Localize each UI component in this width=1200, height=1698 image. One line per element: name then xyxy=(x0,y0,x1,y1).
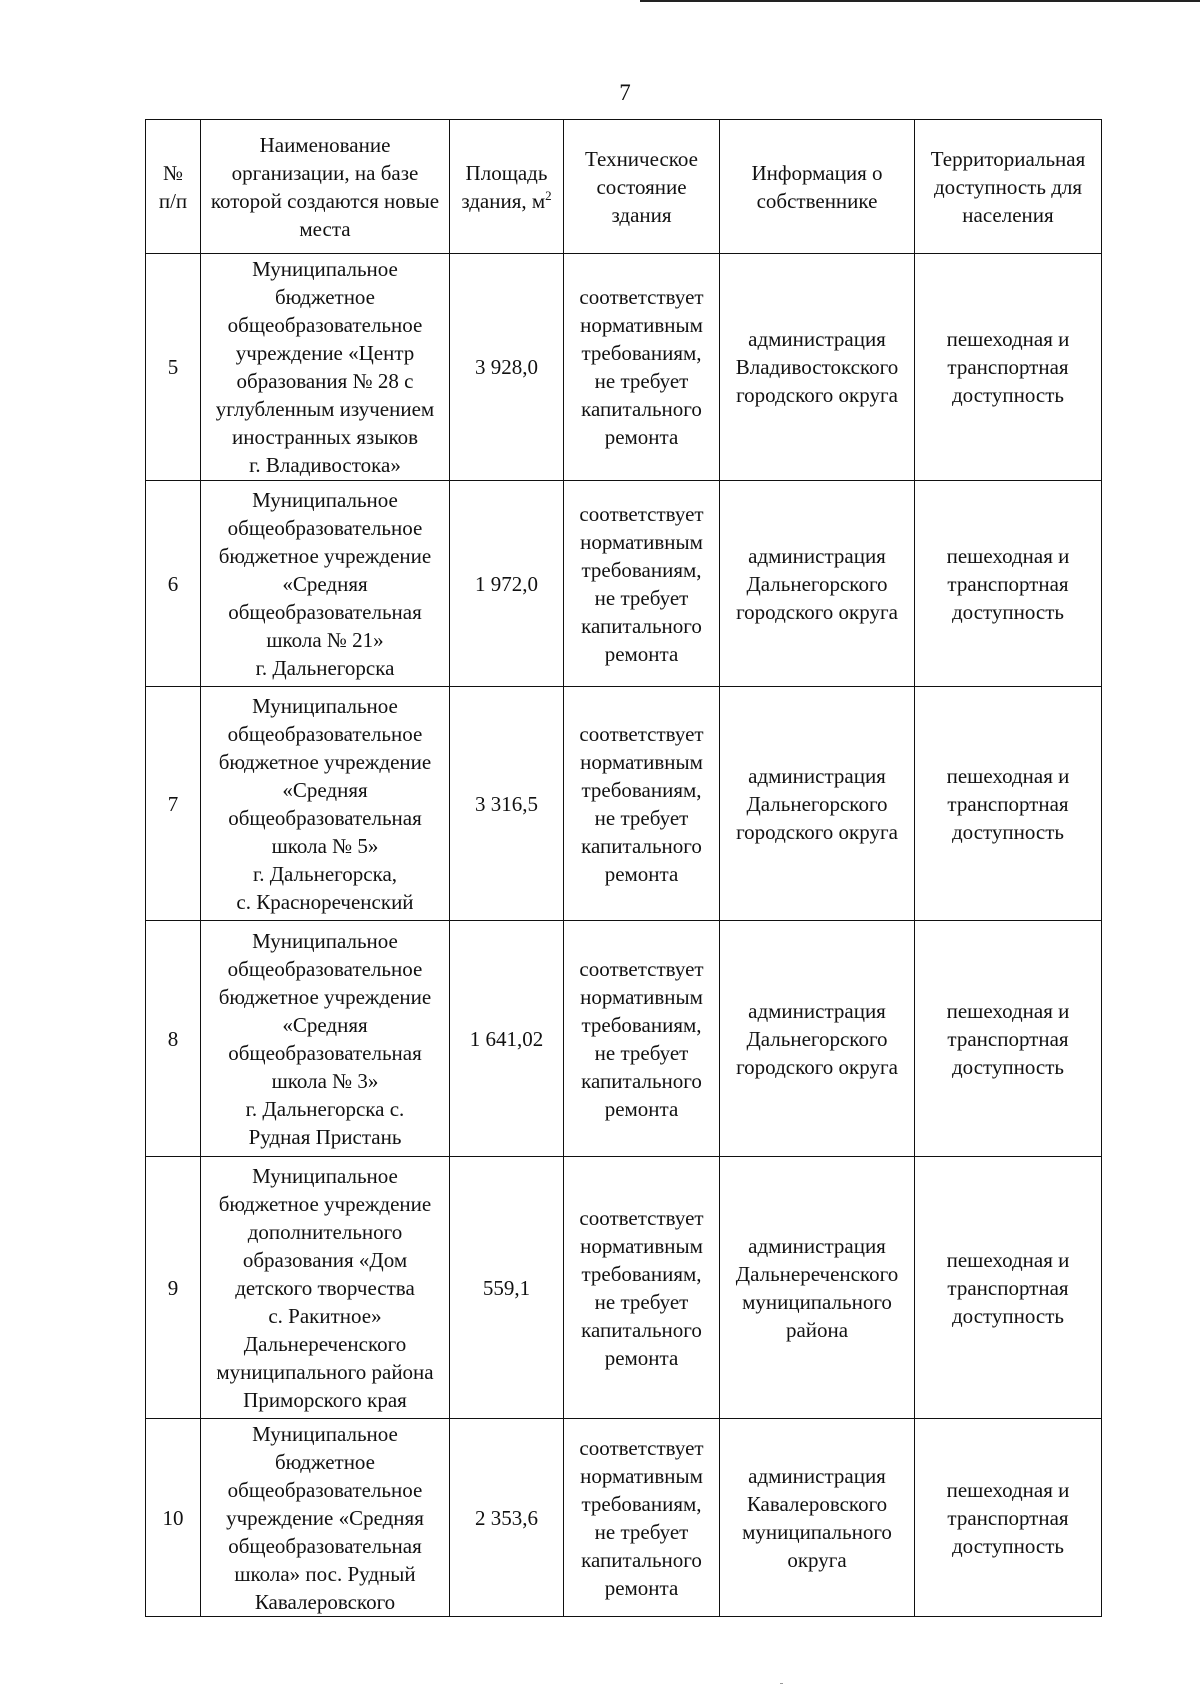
cell-access: пешеходная и транспортная доступность xyxy=(915,1157,1102,1419)
table-header-row xyxy=(146,120,1102,254)
header-owner: Информация о собственнике xyxy=(720,120,915,254)
top-border-line xyxy=(640,0,1200,2)
cell-owner: администрация Дальнегорского городского округа xyxy=(720,921,915,1157)
header-area xyxy=(450,120,564,254)
organizations-table xyxy=(145,119,1102,1617)
cell-area: 2 353,6 xyxy=(450,1419,564,1617)
cell-num: 5 xyxy=(146,254,201,481)
cell-area: 559,1 xyxy=(450,1157,564,1419)
cell-name: Муниципальное бюджетное общеобразовательное учреждение «Центр образования № 28 с углубленным изучением иностранных языков г. Владивостока» xyxy=(201,254,450,481)
table-row xyxy=(146,921,1102,1157)
cell-area: 1 641,02 xyxy=(450,921,564,1157)
cell-num: 9 xyxy=(146,1157,201,1419)
cell-tech: соответствует нормативным требованиям, не требует капитального ремонта xyxy=(564,1157,720,1419)
cell-tech: соответствует нормативным требованиям, не требует капитального ремонта xyxy=(564,687,720,921)
header-access: Территориальная доступность для населения xyxy=(915,120,1102,254)
scan-artifact-dot xyxy=(780,1683,783,1684)
table-row xyxy=(146,481,1102,687)
cell-name: Муниципальное бюджетное общеобразовательное учреждение «Средняя общеобразовательная школа» пос. Рудный Кавалеровского xyxy=(201,1419,450,1617)
header-num: № п/п xyxy=(146,120,201,254)
cell-name: Муниципальное бюджетное учреждение дополнительного образования «Дом детского творчества с. Ракитное» Дальнереченского муниципального района Приморского края xyxy=(201,1157,450,1419)
table-row xyxy=(146,254,1102,481)
cell-name: Муниципальное общеобразовательное бюджетное учреждение «Средняя общеобразовательная школа № 5» г. Дальнегорска, с. Краснореченский xyxy=(201,687,450,921)
cell-tech: соответствует нормативным требованиям, не требует капитального ремонта xyxy=(564,481,720,687)
cell-num: 10 xyxy=(146,1419,201,1617)
cell-access: пешеходная и транспортная доступность xyxy=(915,1419,1102,1617)
cell-area: 3 316,5 xyxy=(450,687,564,921)
cell-name: Муниципальное общеобразовательное бюджетное учреждение «Средняя общеобразовательная школа № 21» г. Дальнегорска xyxy=(201,481,450,687)
cell-name: Муниципальное общеобразовательное бюджетное учреждение «Средняя общеобразовательная школа № 3» г. Дальнегорска с. Рудная Пристань xyxy=(201,921,450,1157)
cell-owner: администрация Дальнереченского муниципального района xyxy=(720,1157,915,1419)
cell-owner: администрация Кавалеровского муниципального округа xyxy=(720,1419,915,1617)
cell-tech: соответствует нормативным требованиям, не требует капитального ремонта xyxy=(564,254,720,481)
header-area-sup: 2 xyxy=(545,187,552,203)
header-area-label: Площадь здания, м xyxy=(461,160,548,213)
cell-tech: соответствует нормативным требованиям, не требует капитального ремонта xyxy=(564,921,720,1157)
cell-access: пешеходная и транспортная доступность xyxy=(915,687,1102,921)
cell-num: 7 xyxy=(146,687,201,921)
table-row xyxy=(146,1419,1102,1617)
header-name: Наименование организации, на базе которой создаются новые места xyxy=(201,120,450,254)
cell-owner: администрация Дальнегорского городского округа xyxy=(720,687,915,921)
cell-num: 8 xyxy=(146,921,201,1157)
cell-access: пешеходная и транспортная доступность xyxy=(915,254,1102,481)
cell-area: 3 928,0 xyxy=(450,254,564,481)
cell-access: пешеходная и транспортная доступность xyxy=(915,481,1102,687)
cell-tech: соответствует нормативным требованиям, не требует капитального ремонта xyxy=(564,1419,720,1617)
table-row xyxy=(146,687,1102,921)
cell-access: пешеходная и транспортная доступность xyxy=(915,921,1102,1157)
header-tech: Техническое состояние здания xyxy=(564,120,720,254)
cell-owner: администрация Дальнегорского городского округа xyxy=(720,481,915,687)
page-number: 7 xyxy=(619,80,631,105)
cell-owner: администрация Владивостокского городского округа xyxy=(720,254,915,481)
cell-num: 6 xyxy=(146,481,201,687)
table-row xyxy=(146,1157,1102,1419)
cell-area: 1 972,0 xyxy=(450,481,564,687)
